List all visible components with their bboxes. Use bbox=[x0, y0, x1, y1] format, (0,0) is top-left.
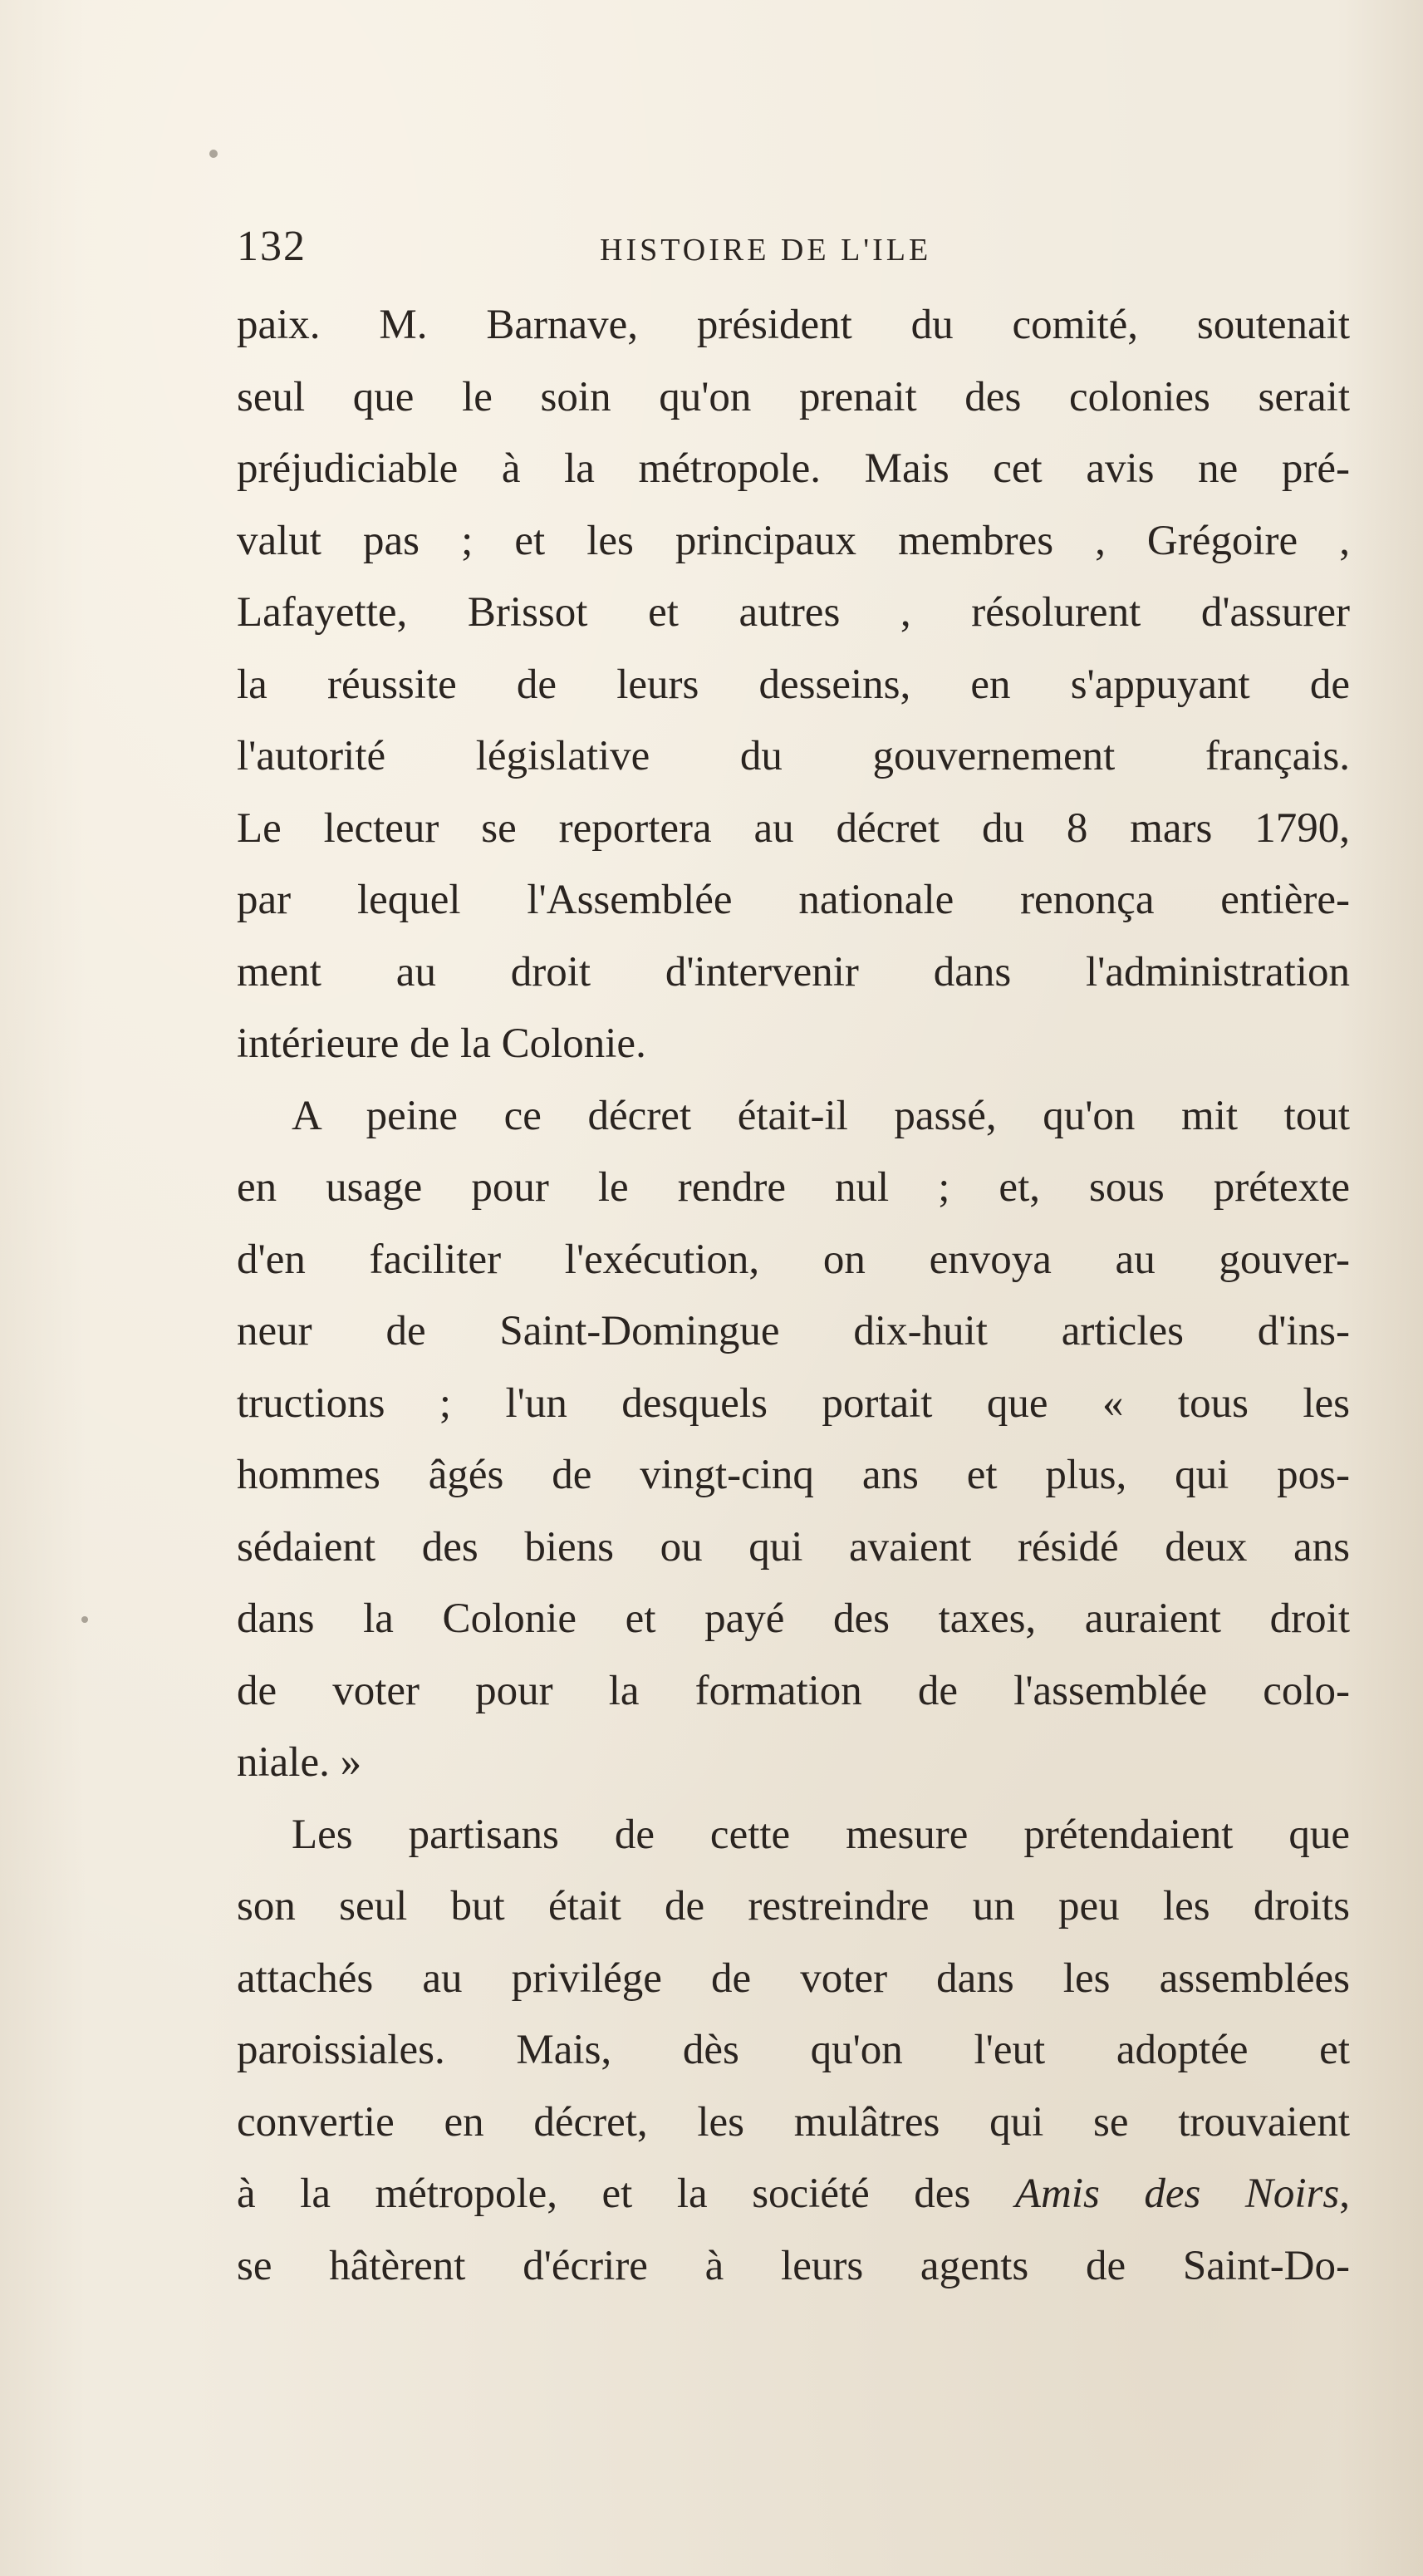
ink-speck bbox=[209, 150, 218, 158]
ink-speck bbox=[81, 1616, 88, 1623]
text-line: ment au droit d'intervenir dans l'administration bbox=[237, 948, 1350, 995]
text-line: attachés au privilége de voter dans les assemblées bbox=[237, 1954, 1350, 2002]
text-line: de voter pour la formation de l'assemblée colo- bbox=[237, 1667, 1350, 1714]
text-line: la réussite de leurs desseins, en s'appuyant de bbox=[237, 661, 1350, 708]
text-line: Les partisans de cette mesure prétendaient que bbox=[292, 1811, 1350, 1858]
text-line: tructions ; l'un desquels portait que « tous les bbox=[237, 1379, 1350, 1427]
text-line: paix. M. Barnave, président du comité, soutenait bbox=[237, 302, 1350, 348]
text-line: Le lecteur se reportera au décret du 8 mars 1790, bbox=[237, 804, 1350, 852]
text-line: par lequel l'Assemblée nationale renonça entière- bbox=[237, 877, 1350, 923]
text-line: son seul but était de restreindre un peu les droits bbox=[237, 1883, 1350, 1930]
text-line: valut pas ; et les principaux membres , Grégoire , bbox=[237, 517, 1350, 564]
text-line-with-italic bbox=[237, 2158, 1350, 2230]
text-line: se hâtèrent d'écrire à leurs agents de Saint-Do- bbox=[237, 2242, 1350, 2289]
text-line: intérieure de la Colonie. bbox=[237, 1020, 646, 1067]
text-line: en usage pour le rendre nul ; et, sous prétexte bbox=[237, 1164, 1350, 1211]
text-segment: , bbox=[1339, 2170, 1350, 2217]
italic-phrase: Amis des Noirs bbox=[1014, 2170, 1340, 2217]
text-line: d'en faciliter l'exécution, on envoya au gouver- bbox=[237, 1236, 1350, 1283]
text-line: préjudiciable à la métropole. Mais cet avis ne pré- bbox=[237, 445, 1350, 492]
running-title: HISTOIRE DE L'ILE bbox=[600, 233, 932, 268]
running-header bbox=[237, 218, 1383, 276]
text-line: A peine ce décret était-il passé, qu'on mit tout bbox=[292, 1092, 1350, 1139]
text-line: paroissiales. Mais, dès qu'on l'eut adoptée et bbox=[237, 2027, 1350, 2073]
text-line: neur de Saint-Domingue dix-huit articles d'ins- bbox=[237, 1308, 1350, 1354]
text-line: convertie en décret, les mulâtres qui se trouvaient bbox=[237, 2098, 1350, 2146]
text-line: dans la Colonie et payé des taxes, auraient droit bbox=[237, 1595, 1350, 1642]
text-line: hommes âgés de vingt-cinq ans et plus, qui pos- bbox=[237, 1452, 1350, 1498]
text-segment: à la métropole, et la société des bbox=[237, 2170, 1015, 2217]
text-line: l'autorité législative du gouvernement français. bbox=[237, 733, 1350, 779]
text-line: niale. » bbox=[237, 1739, 362, 1786]
text-line: sédaient des biens ou qui avaient résidé deux ans bbox=[237, 1523, 1350, 1571]
body-text bbox=[237, 289, 1350, 2302]
text-line: seul que le soin qu'on prenait des colonies serait bbox=[237, 373, 1350, 420]
page-number: 132 bbox=[237, 223, 307, 270]
text-line: Lafayette, Brissot et autres , résolurent d'assurer bbox=[237, 589, 1350, 636]
